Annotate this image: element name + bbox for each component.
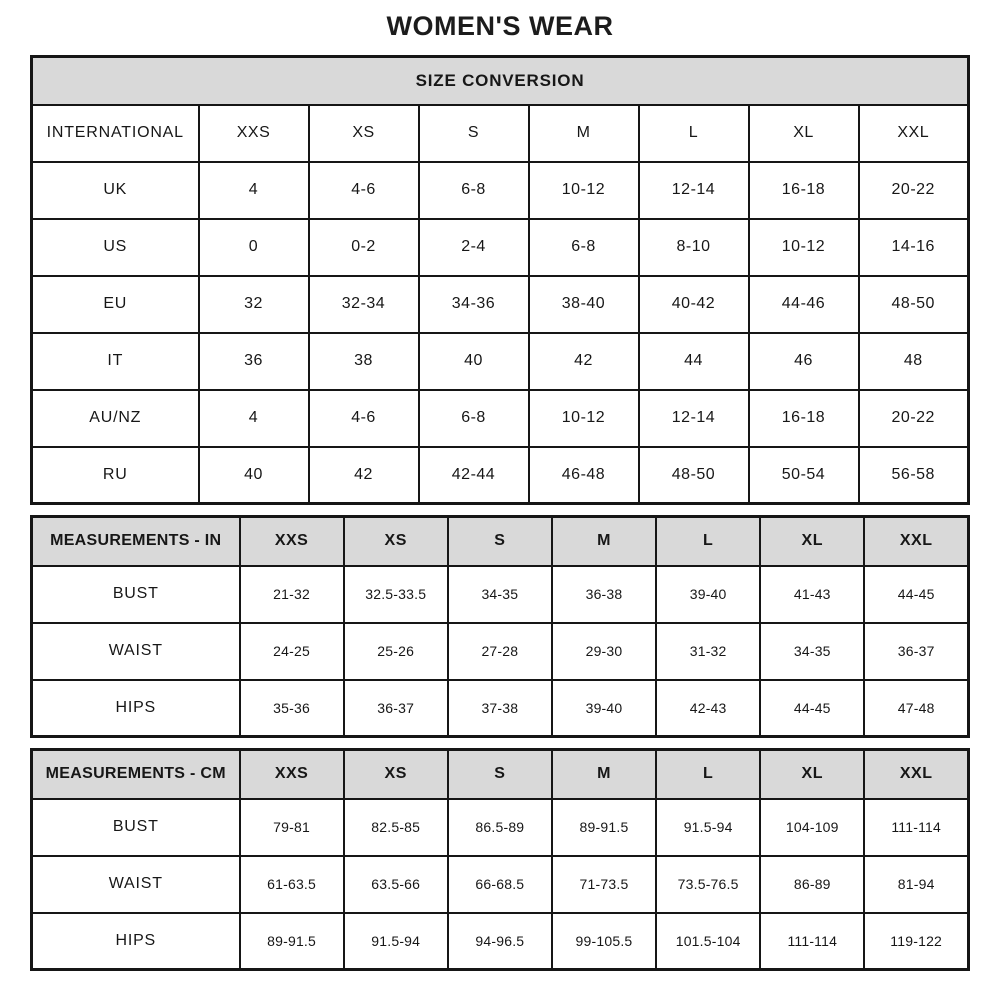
value-cell: 39-40 — [552, 680, 656, 737]
value-cell: 39-40 — [656, 566, 760, 623]
value-cell: 94-96.5 — [448, 913, 552, 970]
value-cell: 34-35 — [760, 623, 864, 680]
table-row — [32, 219, 969, 276]
table-row — [32, 447, 969, 504]
size-header-xs: XS — [344, 517, 448, 566]
size-conversion-banner-row — [32, 57, 969, 105]
row-label: WAIST — [32, 623, 240, 680]
table-row — [32, 105, 969, 162]
value-cell: 12-14 — [639, 162, 749, 219]
value-cell: 32-34 — [309, 276, 419, 333]
row-label: HIPS — [32, 680, 240, 737]
value-cell: 16-18 — [749, 162, 859, 219]
value-cell: 20-22 — [859, 390, 969, 447]
value-cell: 42 — [309, 447, 419, 504]
row-label: EU — [32, 276, 199, 333]
value-cell: 42 — [529, 333, 639, 390]
table-row — [32, 913, 969, 970]
table-row — [32, 162, 969, 219]
value-cell: 111-114 — [864, 799, 968, 856]
value-cell: 91.5-94 — [344, 913, 448, 970]
size-header-xxl: XXL — [864, 517, 968, 566]
value-cell: 82.5-85 — [344, 799, 448, 856]
value-cell: 99-105.5 — [552, 913, 656, 970]
measurements-in-header-row — [32, 517, 969, 566]
value-cell: 66-68.5 — [448, 856, 552, 913]
value-cell: 46 — [749, 333, 859, 390]
value-cell: 36 — [199, 333, 309, 390]
value-cell: 63.5-66 — [344, 856, 448, 913]
size-header-xxs: XXS — [240, 517, 344, 566]
value-cell: 27-28 — [448, 623, 552, 680]
value-cell: 25-26 — [344, 623, 448, 680]
table-row — [32, 333, 969, 390]
size-header-l: L — [656, 750, 760, 799]
measurements-cm-header-row — [32, 750, 969, 799]
row-label: US — [32, 219, 199, 276]
size-header-xl: XL — [760, 750, 864, 799]
value-cell: XL — [749, 105, 859, 162]
row-label: INTERNATIONAL — [32, 105, 199, 162]
measurements-cm-table — [30, 748, 970, 971]
measurements-in-body — [32, 566, 969, 737]
value-cell: 21-32 — [240, 566, 344, 623]
page-title: WOMEN'S WEAR — [386, 11, 614, 41]
size-header-m: M — [552, 750, 656, 799]
value-cell: 16-18 — [749, 390, 859, 447]
value-cell: 40-42 — [639, 276, 749, 333]
value-cell: 104-109 — [760, 799, 864, 856]
value-cell: 89-91.5 — [552, 799, 656, 856]
value-cell: 41-43 — [760, 566, 864, 623]
value-cell: 44-45 — [760, 680, 864, 737]
value-cell: 4-6 — [309, 390, 419, 447]
measurements-in-label: MEASUREMENTS - IN — [32, 517, 240, 566]
value-cell: 44-45 — [864, 566, 968, 623]
value-cell: 48-50 — [639, 447, 749, 504]
value-cell: 61-63.5 — [240, 856, 344, 913]
row-label: RU — [32, 447, 199, 504]
row-label: WAIST — [32, 856, 240, 913]
value-cell: 86-89 — [760, 856, 864, 913]
size-header-s: S — [448, 517, 552, 566]
value-cell: 10-12 — [529, 162, 639, 219]
value-cell: XS — [309, 105, 419, 162]
value-cell: 6-8 — [419, 162, 529, 219]
value-cell: 4 — [199, 390, 309, 447]
value-cell: 0-2 — [309, 219, 419, 276]
value-cell: 6-8 — [419, 390, 529, 447]
value-cell: 2-4 — [419, 219, 529, 276]
value-cell: 10-12 — [529, 390, 639, 447]
value-cell: 101.5-104 — [656, 913, 760, 970]
value-cell: 4 — [199, 162, 309, 219]
table-row — [32, 566, 969, 623]
value-cell: 42-43 — [656, 680, 760, 737]
value-cell: 20-22 — [859, 162, 969, 219]
value-cell: 40 — [419, 333, 529, 390]
table-row — [32, 856, 969, 913]
value-cell: 34-35 — [448, 566, 552, 623]
value-cell: 111-114 — [760, 913, 864, 970]
value-cell: 4-6 — [309, 162, 419, 219]
size-conversion-banner: SIZE CONVERSION — [32, 57, 969, 105]
value-cell: XXS — [199, 105, 309, 162]
value-cell: 48 — [859, 333, 969, 390]
value-cell: 56-58 — [859, 447, 969, 504]
value-cell: 24-25 — [240, 623, 344, 680]
size-header-xxl: XXL — [864, 750, 968, 799]
value-cell: 38-40 — [529, 276, 639, 333]
value-cell: 86.5-89 — [448, 799, 552, 856]
table-row — [32, 276, 969, 333]
size-header-l: L — [656, 517, 760, 566]
size-header-s: S — [448, 750, 552, 799]
value-cell: 34-36 — [419, 276, 529, 333]
value-cell: 40 — [199, 447, 309, 504]
measurements-cm-body — [32, 799, 969, 970]
value-cell: 73.5-76.5 — [656, 856, 760, 913]
value-cell: 10-12 — [749, 219, 859, 276]
value-cell: 0 — [199, 219, 309, 276]
table-row — [32, 623, 969, 680]
value-cell: 91.5-94 — [656, 799, 760, 856]
value-cell: 35-36 — [240, 680, 344, 737]
row-label: UK — [32, 162, 199, 219]
value-cell: L — [639, 105, 749, 162]
value-cell: 42-44 — [419, 447, 529, 504]
value-cell: 6-8 — [529, 219, 639, 276]
value-cell: S — [419, 105, 529, 162]
size-header-xs: XS — [344, 750, 448, 799]
row-label: BUST — [32, 799, 240, 856]
measurements-in-table — [30, 515, 970, 738]
value-cell: 44 — [639, 333, 749, 390]
measurements-cm-label: MEASUREMENTS - CM — [32, 750, 240, 799]
value-cell: 37-38 — [448, 680, 552, 737]
value-cell: 32 — [199, 276, 309, 333]
value-cell: 31-32 — [656, 623, 760, 680]
size-conversion-body — [32, 105, 969, 504]
value-cell: 79-81 — [240, 799, 344, 856]
value-cell: 44-46 — [749, 276, 859, 333]
value-cell: 81-94 — [864, 856, 968, 913]
value-cell: 36-38 — [552, 566, 656, 623]
size-conversion-table — [30, 55, 970, 505]
value-cell: 119-122 — [864, 913, 968, 970]
value-cell: 50-54 — [749, 447, 859, 504]
size-header-m: M — [552, 517, 656, 566]
value-cell: 12-14 — [639, 390, 749, 447]
row-label: IT — [32, 333, 199, 390]
row-label: BUST — [32, 566, 240, 623]
table-row — [32, 390, 969, 447]
value-cell: M — [529, 105, 639, 162]
value-cell: 38 — [309, 333, 419, 390]
size-header-xl: XL — [760, 517, 864, 566]
value-cell: XXL — [859, 105, 969, 162]
value-cell: 47-48 — [864, 680, 968, 737]
value-cell: 36-37 — [344, 680, 448, 737]
value-cell: 48-50 — [859, 276, 969, 333]
value-cell: 36-37 — [864, 623, 968, 680]
row-label: HIPS — [32, 913, 240, 970]
size-header-xxs: XXS — [240, 750, 344, 799]
value-cell: 89-91.5 — [240, 913, 344, 970]
table-row — [32, 799, 969, 856]
table-row — [32, 680, 969, 737]
value-cell: 8-10 — [639, 219, 749, 276]
size-chart-page — [30, 0, 970, 971]
row-label: AU/NZ — [32, 390, 199, 447]
value-cell: 71-73.5 — [552, 856, 656, 913]
value-cell: 46-48 — [529, 447, 639, 504]
value-cell: 32.5-33.5 — [344, 566, 448, 623]
value-cell: 14-16 — [859, 219, 969, 276]
value-cell: 29-30 — [552, 623, 656, 680]
